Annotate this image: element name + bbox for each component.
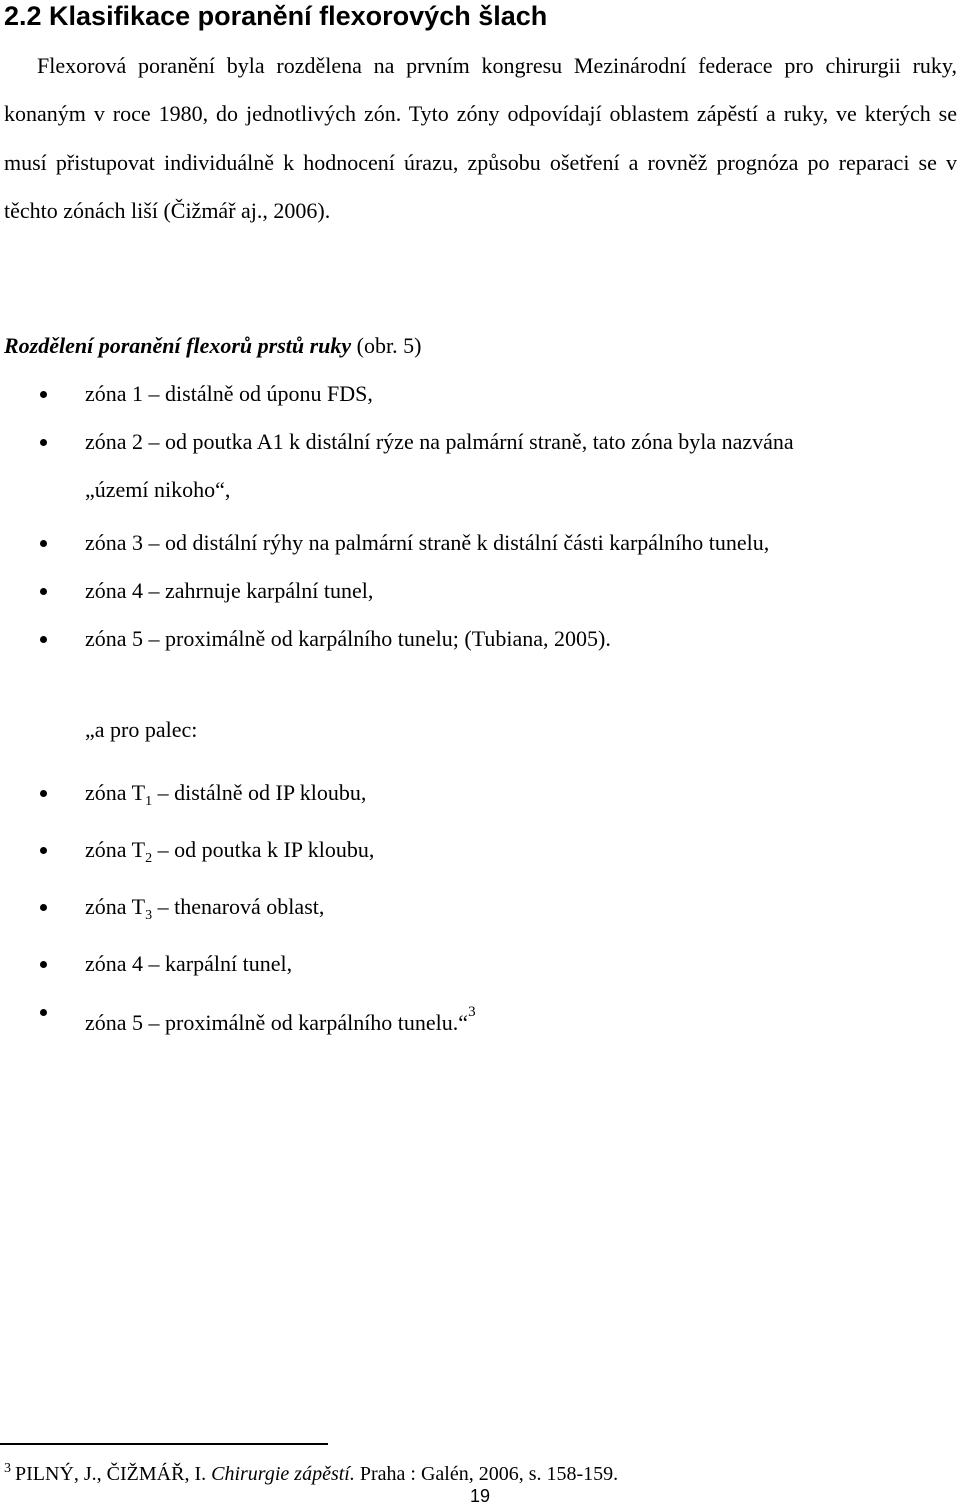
footnote-mark: 3 (4, 1461, 11, 1476)
footnote-reference[interactable]: 3 (468, 1004, 476, 1020)
page-number: 19 (469, 1486, 491, 1506)
intro-line: způsobu ošetření a rovněž prognóza po reparaci se v těchto zónách liší (Čižmář (4, 149, 957, 223)
list-item (0, 527, 960, 559)
list-item (0, 426, 960, 458)
bullet-icon (40, 588, 47, 595)
zone-text: zóna 4 – zahrnuje karpální tunel, (85, 578, 374, 603)
bullet-icon (40, 391, 47, 398)
bullet-icon (40, 1009, 47, 1016)
list-item (0, 623, 960, 655)
list-item (0, 891, 960, 932)
bullet-icon (40, 961, 47, 968)
list-item (0, 777, 960, 818)
section-heading: 2.2 Klasifikace poranění flexorových šlach (4, 1, 548, 31)
list-item (0, 378, 960, 410)
zone-text: zóna 4 – karpální tunel, (85, 951, 293, 976)
list-item (0, 948, 960, 980)
intro-line: oblastem zápěstí a ruky, ve kterých se musí přistupovat individuálně k hodnocení úrazu, (4, 101, 958, 175)
zone-label: zóna T (85, 837, 146, 862)
footnote-separator (0, 1443, 328, 1445)
footnote (4, 1457, 618, 1486)
bullet-icon (40, 636, 47, 643)
zone-subscript: 3 (145, 908, 153, 923)
zone-text: zóna 5 – proximálně od karpálního tunelu; (Tubiana, 2005). (85, 626, 611, 651)
zone-subscript: 2 (145, 851, 153, 866)
zone-label: zóna T (85, 894, 146, 919)
bullet-icon (40, 790, 47, 797)
zone-text: – od poutka k IP kloubu, (152, 837, 375, 862)
zone-text: zóna 5 – proximálně od karpálního tunelu.“ (85, 1010, 469, 1035)
bullet-icon (40, 904, 47, 911)
thumb-zone-list (0, 777, 960, 1039)
zone-subscript: 1 (145, 794, 153, 809)
thumb-intro: „a pro palec: (85, 717, 198, 742)
subheading-suffix: (obr. 5) (351, 333, 422, 358)
footnote-authors: PILNÝ, J., ČIŽMÁŘ, I. (15, 1463, 212, 1485)
footnote-rest: Praha : Galén, 2006, s. 158-159. (354, 1463, 619, 1485)
zone-label: zóna T (85, 780, 146, 805)
intro-line: pro chirurgii ruky, konaným v roce 1980, do jednotlivých zón. Tyto zóny odpovídají (4, 53, 957, 127)
list-item (0, 575, 960, 607)
subheading (4, 330, 421, 362)
zone-text: – distálně od IP kloubu, (152, 780, 367, 805)
bullet-icon (40, 439, 47, 446)
list-item (0, 834, 960, 875)
subheading-emphasis: Rozdělení poranění flexorů prstů ruky (4, 333, 352, 358)
bullet-icon (40, 847, 47, 854)
zone-text: – thenarová oblast, (152, 894, 325, 919)
intro-paragraph (4, 42, 957, 235)
bullet-icon (40, 540, 47, 547)
footnote-title: Chirurgie zápěstí. (211, 1463, 355, 1485)
zone-text: zóna 1 – distálně od úponu FDS, (85, 381, 373, 406)
zone-text: zóna 3 – od distální rýhy na palmární straně k distální části karpálního tunelu, (85, 530, 770, 555)
finger-zone-list (0, 378, 960, 655)
intro-line: Flexorová poranění byla rozdělena na prvním kongresu Mezinárodní federace (37, 53, 773, 78)
intro-line: aj., 2006). (241, 197, 331, 223)
zone2-continuation: „území nikoho“, (85, 477, 231, 502)
zone-text: zóna 2 – od poutka A1 k distální rýze na palmární straně, tato zóna byla nazvána (85, 429, 794, 454)
list-item (0, 996, 960, 1039)
